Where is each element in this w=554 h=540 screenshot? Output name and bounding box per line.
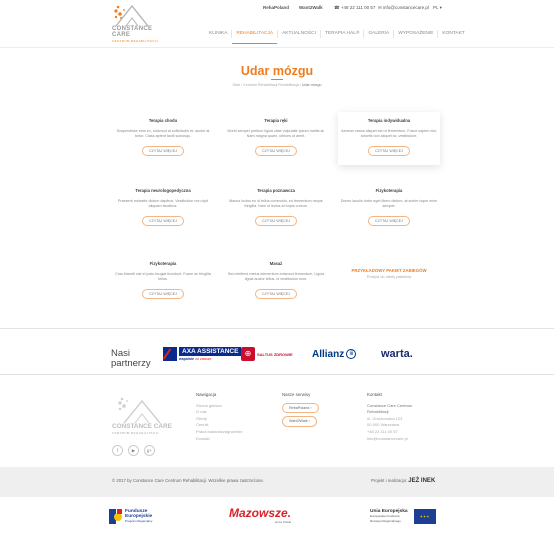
partner-allianz[interactable] [312,343,356,365]
breadcrumb-start[interactable]: Start [232,83,241,87]
promo-box[interactable] [338,268,440,279]
partner-warta[interactable] [381,343,413,365]
read-more-button[interactable]: CZYTAJ WIĘCEJ [368,146,410,156]
fundusze-line1: Fundusze [125,509,148,514]
card-text: Morbi semper pretium ligula vitae vulputate ipsum mattis at. Nam magna quam, ultrices ut amet. [227,129,325,138]
nav-aktualnosci[interactable]: AKTUALNOŚCI [277,30,320,38]
service-card [338,188,440,227]
card-title: Terapia neurologopedyczna [135,188,191,193]
footer-nav-heading: Nawigacja [196,392,217,397]
phone-text: +48 22 111 00 57 [340,5,376,10]
service-link-label: Want2Walk [289,419,308,424]
axa-logo-icon [163,347,177,361]
footer-nav [196,392,242,442]
breadcrumb-category[interactable]: Centrum Rehabilitacji Rehabilitacja [243,83,299,87]
footer-services [282,392,319,430]
email-text: info@constancecare.pl [383,5,429,10]
phone-link[interactable]: ☎ +48 22 111 00 57 [334,5,376,10]
footer-services-heading: Nasze serwisy [282,392,311,397]
eu-flag-icon: ✦✦✦ [414,509,436,524]
fundusze-line2: Europejskie [125,514,153,519]
footer-nav-link[interactable]: O nas [196,409,207,415]
logo-text [112,26,172,44]
card-title: Masaż [269,261,283,266]
read-more-button[interactable]: CZYTAJ WIĘCEJ [142,289,184,299]
language-select[interactable]: PL ▾ [433,5,442,10]
contact-email[interactable]: info@constancecare.pl [367,435,408,441]
footer-logo-icon[interactable] [116,395,164,425]
eu-line3: Rozwoju Regionalnego [370,518,401,523]
nav-galeria[interactable]: GALERIA [363,30,393,38]
read-more-button[interactable]: CZYTAJ WIĘCEJ [368,216,410,226]
contact-line: 00-000 Warszawa [367,422,400,428]
eu-line1: Unia Europejska [370,508,408,514]
service-link-rehapoland[interactable]: RehaPoland › [282,403,319,414]
footer-contact-heading: Kontakt [367,392,382,397]
divider [0,374,554,375]
service-card [225,118,327,157]
service-card [112,118,214,157]
card-text: Aenean varius aliquet est ut fermentum. Fusce sapien nisi, lobortis non aliquet ac, vestibulum. [341,129,437,138]
nav-terapia-hal[interactable]: TERAPIA HAL® [320,30,363,38]
fundusze-logo-icon [109,509,122,524]
contact-line: Constance Care Centrum [367,402,413,408]
breadcrumb-current: Udar mózgu [301,83,322,87]
logo-name: CONSTANCE CARE [112,26,153,38]
axa-tagline-2: od zawsze [194,357,212,361]
service-card [112,261,214,300]
copyright-text: © 2017 by Constance Care Centrum Rehabilitacji. Wszelkie prawa zastrzeżone. [112,478,264,483]
mazowsze-wordmark: Mazowsze. [229,506,292,520]
mazowsze-logo [229,506,291,524]
footer-logo-sub: CENTRUM REHABILITACJI [112,431,159,435]
card-title: Fizykoterapia [149,261,177,266]
nav-kontakt[interactable]: KONTAKT [437,30,468,38]
read-more-button[interactable]: CZYTAJ WIĘCEJ [142,216,184,226]
footer-contact [367,392,412,442]
page-title: Udar mózgu [240,64,314,78]
service-link-want2walk[interactable]: Want2Walk › [282,416,317,427]
service-card [225,188,327,227]
title-underline [271,79,283,80]
footer-nav-link[interactable]: Oferty [196,415,207,421]
footer-logo-name: CONSTANCE CARE [112,423,172,430]
contact-phone[interactable]: +48 22 111 00 57 [367,428,398,434]
allianz-wordmark: Allianz [312,348,345,360]
mazowsze-sub: serce Polski [274,520,292,524]
card-text: Praesent molestie dictum dapibus. Vestibulum non cipit aliquam faucibus. [117,199,209,208]
language-value: PL [433,5,439,10]
agency-logo: JEŻ INEK [408,478,436,484]
logo-sub: CENTRUM REHABILITACJI [112,39,159,43]
saltus-logo-icon: ⊕ [241,347,255,361]
read-more-button[interactable]: CZYTAJ WIĘCEJ [255,216,297,226]
youtube-icon[interactable]: ▶ [128,445,139,456]
card-title: Terapia indywidualna [367,118,411,123]
partners-label: Nasi partnerzy [111,348,151,369]
warta-wordmark: warta. [381,348,413,360]
contact-line: ul. Grochowska 123 [367,415,403,421]
footer-nav-link[interactable]: Strona główna [196,402,222,408]
promo-subtitle[interactable]: Przejdź do oferty pakietów [366,275,412,279]
nav-klinika[interactable]: KLINIKA [209,31,228,36]
agency-credit[interactable] [371,478,435,484]
card-title: Terapia ręki [264,118,288,123]
partner-axa[interactable] [163,343,241,365]
footer-logo-text [112,424,172,436]
card-text: Mauris luctus eu id tellus commodo, eu fermentum neque fringilla. Nam id lectus at turpis cursus. [229,199,323,208]
nav-wyposazenie[interactable]: WYPOSAŻENIE [393,30,437,38]
saltus-wordmark: SALTUS ZDROWIE [257,351,293,357]
card-text: Donec iaculis tortor eget libero dictum, at sceler isque enim semper. [340,199,438,208]
card-text: Sed eleifend metus elementum euismod fermentum. Ligula ligula auctor tellus, id vestibulum eros. [227,272,325,281]
service-card [112,188,214,227]
contact-line: Rehabilitacji [367,409,389,415]
read-more-button[interactable]: CZYTAJ WIĘCEJ [255,146,297,156]
partner-saltus[interactable] [241,343,293,365]
axa-tagline: wspólnie [179,357,194,361]
util-link-want2walk[interactable]: Want2Walk [299,5,323,10]
fundusze-line3: Program Regionalny [125,519,153,523]
service-card [225,261,327,300]
nav-rehabilitacja[interactable]: REHABILITACJA [231,30,277,38]
service-card-hovered [338,112,440,165]
divider [0,328,554,329]
allianz-eagle-icon: ⅲ [346,349,356,359]
google-plus-icon[interactable]: g+ [144,445,155,456]
agency-label: Projekt i realizacja: [371,478,408,483]
axa-wordmark: AXA ASSISTANCE [179,347,241,356]
footer-nav-link[interactable]: Praca badania/zagrożenie [196,428,243,434]
footer-nav-link[interactable]: Kontakt [196,435,210,441]
eu-funds-logo [109,509,152,524]
read-more-button[interactable]: CZYTAJ WIĘCEJ [255,289,297,299]
card-title: Terapia poznawcza [257,188,295,193]
facebook-icon[interactable]: f [112,445,123,456]
card-text: Suspendisse eros ex, euismod at sollicitudin et, auctor at tortor. Class aptent taciti sociosqu. [116,129,210,138]
email-link[interactable]: ✉ info@constancecare.pl [378,5,429,10]
read-more-button[interactable]: CZYTAJ WIĘCEJ [142,146,184,156]
util-link-rehapoland[interactable]: RehaPoland [263,5,290,10]
eu-line2: Europejskie Fundusze [370,514,400,519]
service-link-label: RehaPoland [289,405,310,410]
main-nav [205,30,469,38]
copyright-bar [0,467,554,497]
breadcrumb: Start / Centrum Rehabilitacji Rehabilitacja / Udar mózgu [232,83,322,87]
card-title: Fizykoterapia [375,188,403,193]
card-title: Terapia chodu [148,118,178,123]
footer-nav-link[interactable]: Cennik [196,422,209,428]
promo-title[interactable]: PRZYKŁADOWY PAKIET ZABIEGÓW [351,268,427,273]
card-text: Cras blandit nisl et justo feugiat tincidunt. Fusce ac fringilla tellus. [115,272,211,281]
eu-logo [370,509,436,524]
